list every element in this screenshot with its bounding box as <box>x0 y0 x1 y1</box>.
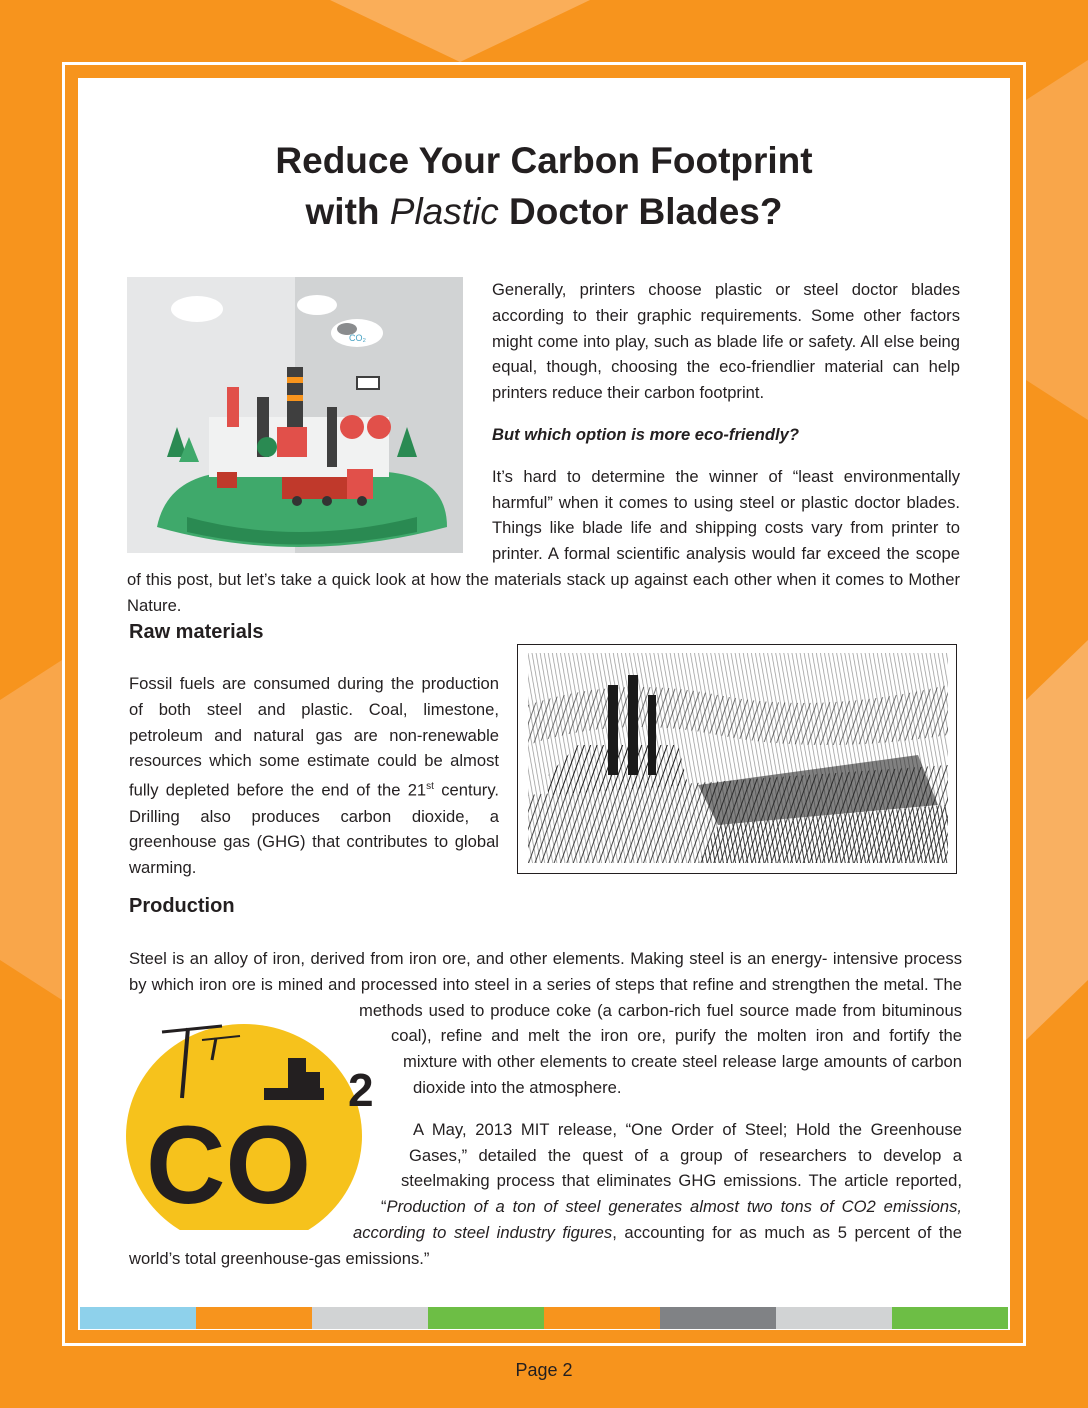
raw-materials-paragraph <box>129 671 499 881</box>
color-bar-segment <box>660 1307 776 1329</box>
title-line2-post: Doctor Blades? <box>498 190 783 232</box>
production-p2-b: , accounting for as much as 5 percent of the world’s total greenhouse-gas emissions.” <box>129 1222 962 1268</box>
color-bar-segment <box>776 1307 892 1329</box>
raw-materials-sup: st <box>426 781 434 793</box>
page-number: Page 2 <box>515 1360 573 1380</box>
title-line2-italic: Plastic <box>389 190 499 232</box>
color-bar-segment <box>196 1307 312 1329</box>
industrial-engraving-image <box>517 644 957 874</box>
production-heading: Production <box>129 895 235 917</box>
illustration-co2-label: CO₂ <box>349 333 366 343</box>
raw-materials-text-a: Fossil fuels are consumed during the production of both steel and plastic. Coal, limestone, petroleum and natural gas are non-renewable resources which some estimate could be almost fully depleted before the end of the 21 <box>129 674 499 800</box>
factory-illustration <box>127 277 463 553</box>
raw-materials-heading: Raw materials <box>129 621 264 643</box>
intro-paragraph-2: It’s hard to determine the winner of “least environmentally harmful” when it comes to using steel or plastic doctor blades. Things like blade life and shipping costs vary from printer to printer. A formal scientific analysis would far exceed the scope of this post, but let’s take a quick look at how the materials stack up against each other when it comes to Mother Nature. <box>127 466 960 615</box>
color-bar-segment <box>312 1307 428 1329</box>
color-bar-segment <box>428 1307 544 1329</box>
title-line2-pre: with <box>305 190 390 232</box>
co2-logo-svg <box>122 998 382 1230</box>
production-p2-quote: Production of a ton of steel generates almost two tons of CO2 emissions, according to steel industry figures <box>353 1197 962 1242</box>
raw-materials-text-b: century. Drilling also produces carbon dioxide, a greenhouse gas (GHG) that contributes to global warming. <box>129 780 500 878</box>
color-bar-segment <box>544 1307 660 1329</box>
color-bar <box>80 1307 1008 1329</box>
intro-section <box>127 277 960 619</box>
co2-logo-text: CO <box>146 1104 311 1227</box>
production-p2-a: A May, 2013 MIT release, “One Order of Steel; Hold the Greenhouse Gases,” detailed the quest of a group of researchers to develop a steelmaking process that eliminates GHG emissions. The article reported, “ <box>381 1119 962 1217</box>
page <box>78 78 1010 1330</box>
co2-logo <box>122 998 382 1230</box>
intro-paragraph-1: Generally, printers choose plastic or steel doctor blades according to their graphic requirements. Some other factors might come into play, such as blade life or safety. All else being equal, though, choosing the eco-friendlier material can help printers reduce their carbon footprint. <box>492 280 960 403</box>
engraving-svg <box>518 645 956 873</box>
title-line1: Reduce Your Carbon Footprint <box>275 140 813 181</box>
intro-question: But which option is more eco-friendly? <box>492 424 800 444</box>
color-bar-segment <box>80 1307 196 1329</box>
page-title <box>78 136 1010 237</box>
production-paragraph-1: Steel is an alloy of iron, derived from iron ore, and other elements. Making steel is an energy- intensive process by which iron ore is mined and processed into steel in a series of steps that refine and strengthen the metal. The methods used to produce coke (a carbon-rich fuel source made from bituminous coal), refine and melt the iron ore, purify the molten iron and fortify the mixture with other elements to create steel release large amounts of carbon dioxide into the atmosphere. <box>129 949 962 1097</box>
factory-illustration-svg <box>127 277 463 553</box>
color-bar-segment <box>892 1307 1008 1329</box>
co2-logo-sub: 2 <box>348 1064 374 1116</box>
